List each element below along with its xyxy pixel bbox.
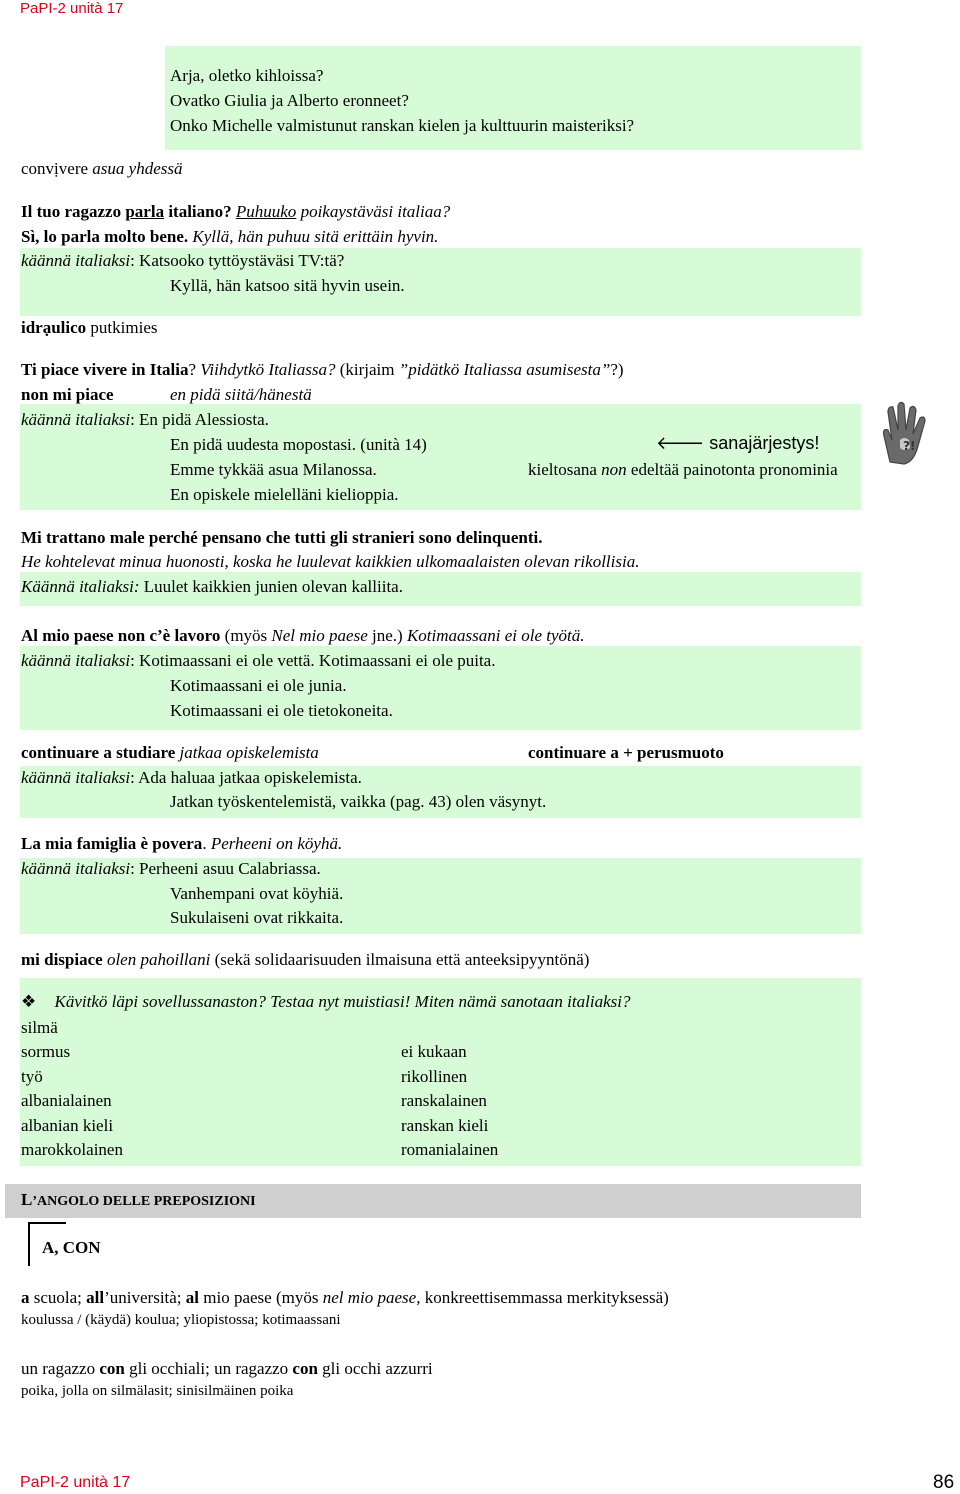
example-sentence: La mia famiglia è povera. Perheeni on köyhä. xyxy=(21,834,343,853)
example-answer: Sì, lo parla molto bene. Kyllä, hän puhuu sitä erittäin hyvin. xyxy=(21,227,439,246)
quiz-word: ranskan kieli xyxy=(401,1116,489,1135)
quiz-word: rikollinen xyxy=(401,1067,468,1086)
exercise-line: Onko Michelle valmistunut ranskan kielen ja kulttuurin maisteriksi? xyxy=(170,116,635,135)
translate-line: Vanhempani ovat köyhiä. xyxy=(170,884,344,903)
quiz-word: ranskalainen xyxy=(401,1091,487,1110)
translate-line: Kotimaassani ei ole tietokoneita. xyxy=(170,701,393,720)
exercise-line: Arja, oletko kihloissa? xyxy=(170,66,324,85)
term-word: convịvere xyxy=(21,159,89,178)
translate-line: Jatkan työskentelemistä, vaikka (pag. 43) olen väsynyt. xyxy=(170,792,547,811)
quiz-word: albanian kieli xyxy=(21,1116,114,1135)
example-sentence: Al mio paese non c’è lavoro (myös Nel mio paese jne.) Kotimaassani ei ole työtä. xyxy=(21,626,585,645)
running-header: PaPI-2 unità 17 xyxy=(20,0,124,17)
arrow-left-icon: 🡐 xyxy=(656,433,705,453)
page-number: 86 xyxy=(933,1472,955,1493)
translate-task: käännä italiaksi: Perheeni asuu Calabriassa. xyxy=(21,859,321,878)
raised-hand-icon xyxy=(874,400,934,466)
vocab-term: idrạulico putkimies xyxy=(21,318,158,337)
quiz-word: silmä xyxy=(21,1018,58,1037)
negation-note: kieltosana non edeltää painotonta pronominia xyxy=(528,460,838,479)
vocab-term xyxy=(21,159,182,179)
translate-task: käännä italiaksi: En pidä Alessiosta. xyxy=(21,410,269,429)
word-order-note: 🡐 sanajärjestys! xyxy=(656,433,820,453)
quiz-word: työ xyxy=(21,1067,43,1086)
quiz-word: ei kukaan xyxy=(401,1042,467,1061)
preposition-translation: koulussa / (käydä) koulua; yliopistossa; kotimaassani xyxy=(21,1312,341,1328)
translate-line: Kyllä, hän katsoo sitä hyvin usein. xyxy=(170,276,405,295)
translate-task: käännä italiaksi: Katsooko tyttöystäväsi TV:tä? xyxy=(21,251,345,270)
translate-line: Sukulaiseni ovat rikkaita. xyxy=(170,908,344,927)
svg-text:?!: ?! xyxy=(903,439,916,453)
preposition-example: a scuola; all’università; al mio paese (myös nel mio paese, konkreettisemmassa merkityksessä) xyxy=(21,1288,669,1307)
term-translation: asua yhdessä xyxy=(92,159,183,178)
phrase-term: non mi piace xyxy=(21,385,114,404)
sub-heading: A, CON xyxy=(42,1238,101,1257)
running-footer: PaPI-2 unità 17 xyxy=(20,1474,131,1491)
translate-line: Emme tykkää asua Milanossa. xyxy=(170,460,377,479)
translate-task: käännä italiaksi: Ada haluaa jatkaa opiskelemista. xyxy=(21,768,362,787)
quiz-word: romanialainen xyxy=(401,1140,499,1159)
quiz-word: sormus xyxy=(21,1042,71,1061)
translate-line: En pidä uudesta mopostasi. (unità 14) xyxy=(170,435,427,454)
grammar-note: continuare a + perusmuoto xyxy=(528,743,724,762)
quiz-title: ❖ Kävitkö läpi sovellussanaston? Testaa nyt muistiasi! Miten nämä sanotaan italiaksi? xyxy=(21,992,631,1011)
translate-line: Kotimaassani ei ole junia. xyxy=(170,676,347,695)
example-translation: He kohtelevat minua huonosti, koska he luulevat kaikkien ulkomaalaisten olevan rikollisia. xyxy=(21,552,640,571)
example-sentence: Il tuo ragazzo parla italiano? Puhuuko poikaystäväsi italiaa? xyxy=(21,202,451,221)
preposition-translation: poika, jolla on silmälasit; sinisilmäinen poika xyxy=(21,1383,294,1399)
quiz-word: albanialainen xyxy=(21,1091,112,1110)
translate-task: Käännä italiaksi: Luulet kaikkien junien olevan kalliita. xyxy=(21,577,403,596)
section-title: L’ANGOLO DELLE PREPOSIZIONI xyxy=(21,1190,256,1209)
phrase-translation: en pidä siitä/hänestä xyxy=(170,385,312,404)
example-sentence: Ti piace vivere in Italia? Viihdytkö Italiassa? (kirjaim ”pidätkö Italiassa asumisesta”?) xyxy=(21,360,624,379)
preposition-example: un ragazzo con gli occhiali; un ragazzo con gli occhi azzurri xyxy=(21,1359,433,1378)
example-sentence: Mi trattano male perché pensano che tutti gli stranieri sono delinquenti. xyxy=(21,528,543,547)
quiz-word: marokkolainen xyxy=(21,1140,123,1159)
translate-task: käännä italiaksi: Kotimaassani ei ole vettä. Kotimaassani ei ole puita. xyxy=(21,651,496,670)
example-phrase: mi dispiace olen pahoillani (sekä solidaarisuuden ilmaisuna että anteeksipyyntönä) xyxy=(21,950,590,969)
example-phrase: continuare a studiare jatkaa opiskelemista xyxy=(21,743,319,762)
translate-line: En opiskele mielelläni kielioppia. xyxy=(170,485,399,504)
exercise-line: Ovatko Giulia ja Alberto eronneet? xyxy=(170,91,409,110)
diamond-bullet-icon: ❖ xyxy=(21,992,37,1011)
